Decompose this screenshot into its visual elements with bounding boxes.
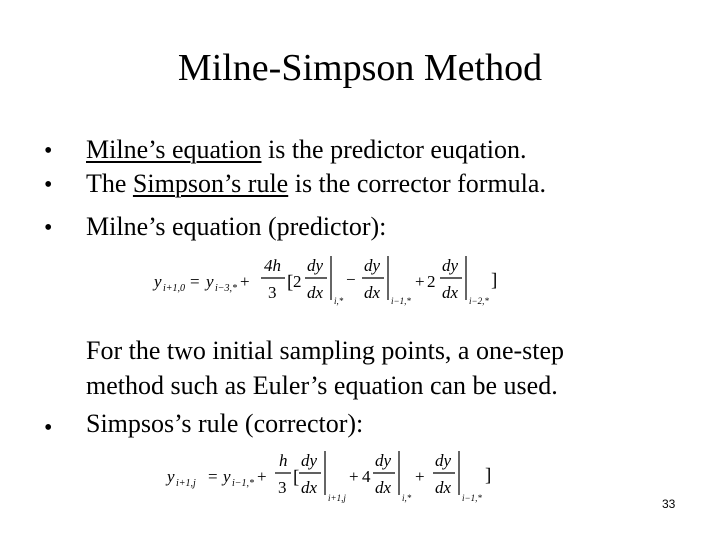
bullet-1-underlined: Milne’s equation — [86, 135, 262, 164]
eq-fraction-den: dx — [435, 478, 452, 497]
slide-title: Milne-Simpson Method — [177, 47, 543, 89]
bullet-1-rest: is the predictor euqation. — [261, 135, 527, 164]
eq-fraction-den: 3 — [278, 478, 287, 497]
eq-symbol: = — [190, 272, 200, 291]
bullet-marker: • — [44, 172, 53, 198]
eq-fraction-den: dx — [375, 478, 392, 497]
eq-fraction-num: dy — [364, 256, 381, 275]
eq-symbol: + — [415, 272, 425, 291]
eq-fraction-num: 4h — [264, 256, 281, 275]
predictor-equation — [150, 252, 510, 308]
note-line-2: method such as Euler’s equation can be used. — [86, 371, 558, 400]
eq-fraction-num: dy — [435, 451, 452, 470]
eq-subscript: i−2,* — [469, 296, 489, 306]
eq-subscript: i,* — [402, 493, 412, 503]
eq-subscript: i−1,* — [462, 493, 482, 503]
eq-symbol: + — [415, 467, 425, 486]
eq-fraction-num: h — [279, 451, 288, 470]
bullet-2-underlined: Simpson’s rule — [132, 169, 289, 198]
eq-fraction-den: dx — [301, 478, 318, 497]
eq-fraction-den: 3 — [268, 283, 277, 302]
eq-bracket: ] — [485, 465, 492, 486]
bullet-marker: • — [44, 138, 53, 164]
eq-fraction-den: dx — [364, 283, 381, 302]
eq-bracket: ] — [491, 270, 498, 291]
eq-symbol: + — [257, 467, 267, 486]
bullet-4: Simpsos’s rule (corrector): — [86, 409, 364, 438]
eq-coefficient: 2 — [293, 272, 302, 291]
eq-fraction-num: dy — [442, 256, 459, 275]
eq-symbol: − — [346, 270, 356, 289]
eq-symbol: + — [349, 467, 359, 486]
eq-coefficient: 2 — [427, 272, 436, 291]
eq-symbol: = — [208, 467, 218, 486]
bullet-2 — [86, 168, 546, 200]
eq-subscript: i+1,j — [328, 493, 346, 503]
eq-bracket: [ — [293, 467, 300, 488]
bullet-2-pre: The — [86, 169, 133, 198]
eq-fraction-num: dy — [375, 451, 392, 470]
bullet-3: Milne’s equation (predictor): — [86, 212, 387, 241]
eq-fraction-den: dx — [442, 283, 459, 302]
eq-subscript: i−1,* — [232, 478, 255, 489]
bullet-2-rest: is the corrector formula. — [288, 169, 546, 198]
eq-fraction-num: dy — [301, 451, 318, 470]
corrector-equation — [163, 449, 503, 507]
bullet-marker: • — [44, 415, 53, 441]
eq-term: y — [167, 467, 175, 486]
eq-term: y — [154, 272, 162, 291]
eq-subscript: i+1,0 — [163, 283, 186, 294]
eq-subscript: i−1,* — [391, 296, 411, 306]
eq-subscript: i−3,* — [215, 283, 238, 294]
eq-subscript: i+1,j — [176, 478, 196, 489]
eq-bracket: [ — [287, 272, 294, 293]
bullet-marker: • — [44, 215, 53, 241]
eq-term: y — [206, 272, 214, 291]
eq-subscript: i,* — [334, 296, 344, 306]
eq-symbol: + — [240, 272, 250, 291]
bullet-1 — [86, 134, 526, 166]
eq-fraction-den: dx — [307, 283, 324, 302]
eq-fraction-num: dy — [307, 256, 324, 275]
eq-term: y — [223, 467, 231, 486]
note-line-1: For the two initial sampling points, a one-step — [86, 336, 565, 365]
eq-coefficient: 4 — [362, 467, 371, 486]
page-number: 33 — [662, 497, 676, 511]
